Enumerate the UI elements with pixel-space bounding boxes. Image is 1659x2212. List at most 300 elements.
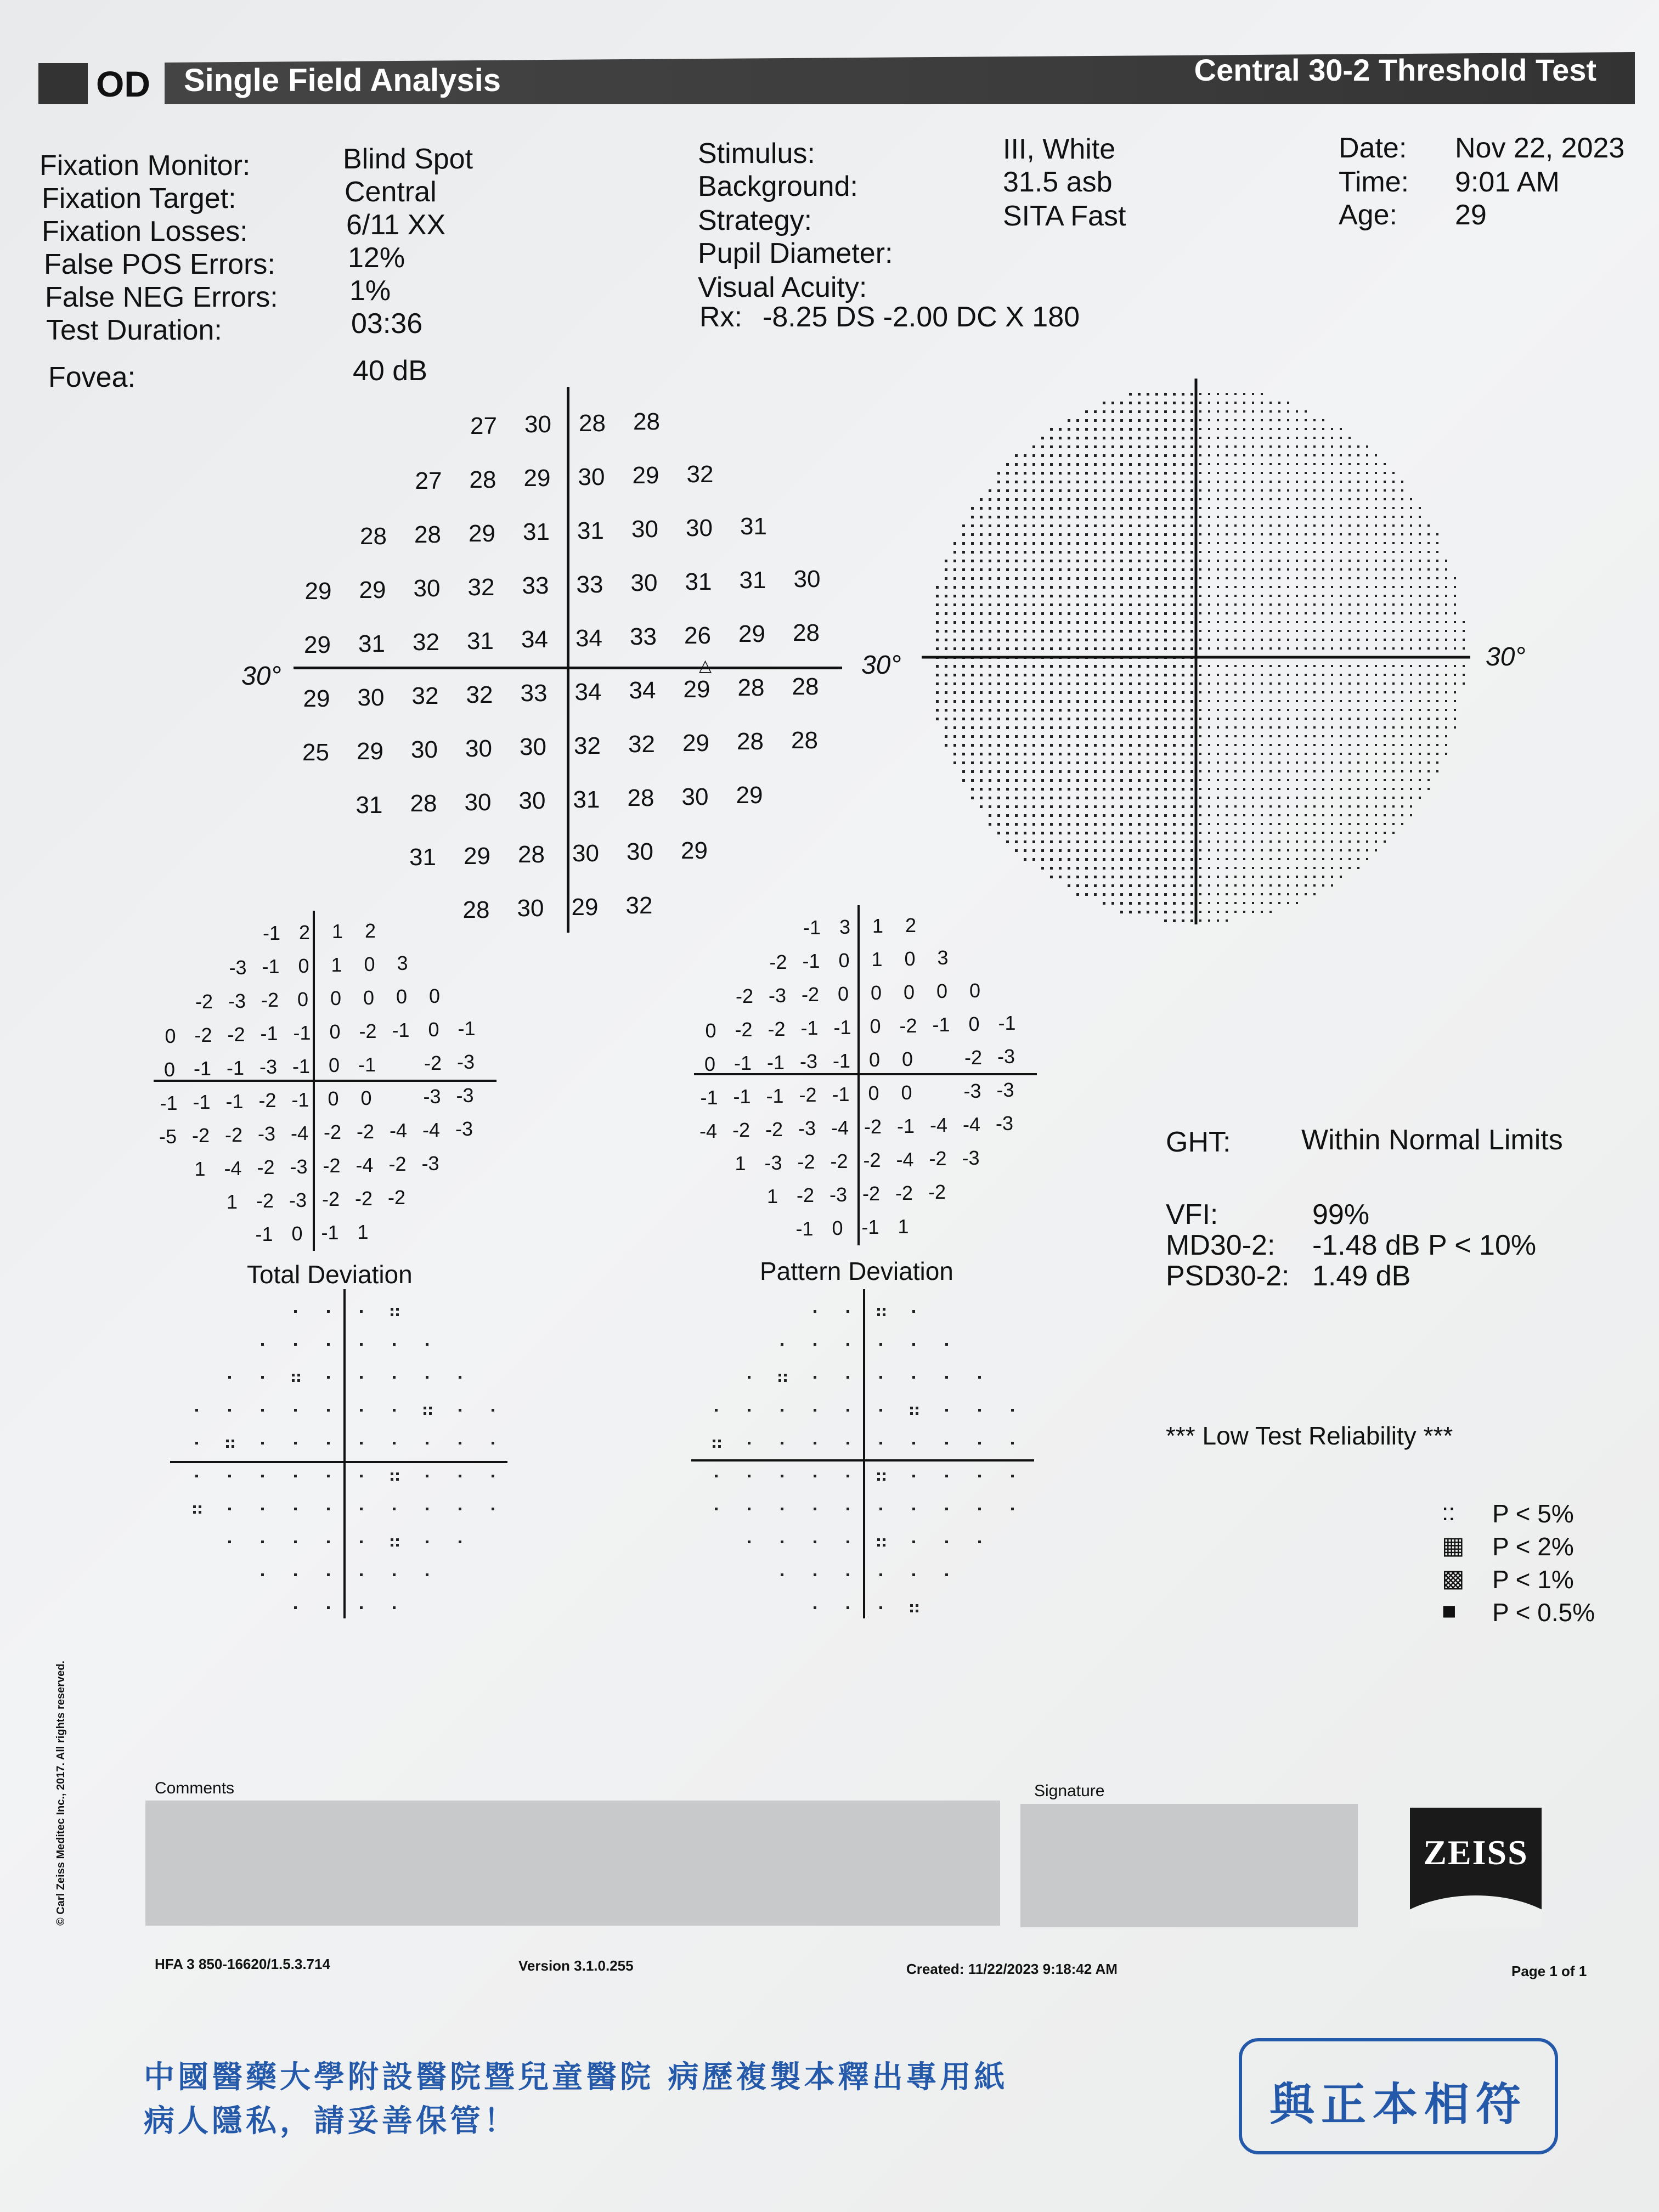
probability-dot: [459, 1475, 461, 1477]
grayscale-dot: [1313, 498, 1316, 500]
grayscale-dot: [1050, 489, 1053, 492]
grayscale-dot: [1287, 445, 1289, 448]
grayscale-dot: [1261, 761, 1263, 764]
grayscale-dot: [945, 630, 947, 633]
grayscale-dot: [1375, 709, 1377, 711]
td-value: -1: [458, 1017, 476, 1040]
grayscale-dot: [1252, 481, 1254, 483]
grayscale-dot: [1322, 823, 1324, 825]
grayscale-dot: [980, 630, 983, 633]
grayscale-dot: [1348, 709, 1351, 711]
grayscale-dot: [1243, 876, 1245, 878]
td-value: -4: [356, 1153, 374, 1176]
grayscale-dot: [1015, 498, 1018, 501]
grayscale-dot: [1050, 639, 1053, 641]
grayscale-dot: [1182, 595, 1184, 597]
grayscale-dot: [1375, 797, 1377, 799]
grayscale-dot: [1375, 849, 1377, 851]
grayscale-dot: [1032, 832, 1035, 834]
grayscale-dot: [1103, 630, 1105, 633]
grayscale-dot: [1305, 647, 1307, 650]
grayscale-dot: [1182, 919, 1184, 922]
grayscale-dot: [1340, 630, 1342, 632]
grayscale-dot: [1340, 577, 1342, 579]
grayscale-dot: [1331, 524, 1333, 527]
grayscale-dot: [1384, 586, 1386, 588]
grayscale-dot: [989, 568, 991, 571]
grayscale-dot: [1217, 744, 1219, 746]
grayscale-dot: [1269, 753, 1272, 755]
grayscale-dot: [1234, 586, 1237, 588]
grayscale-dot: [1243, 630, 1245, 632]
grayscale-dot: [1419, 612, 1421, 614]
td-value: -3: [259, 1056, 278, 1079]
grayscale-dot: [1234, 858, 1237, 860]
grayscale-dot: [1392, 700, 1395, 702]
grayscale-dot: [1269, 533, 1272, 535]
grayscale-dot: [1243, 507, 1245, 509]
grayscale-dot: [1032, 542, 1035, 545]
grayscale-dot: [1208, 551, 1210, 553]
grayscale-dot: [1111, 805, 1114, 808]
grayscale-dot: [1226, 876, 1228, 878]
grayscale-dot: [962, 691, 965, 694]
grayscale-dot: [1199, 428, 1201, 430]
grayscale-dot: [1331, 507, 1333, 509]
grayscale-dot: [1199, 691, 1201, 693]
grayscale-dot: [1120, 560, 1123, 562]
grayscale-dot: [1173, 709, 1176, 712]
grayscale-dot: [1199, 814, 1201, 816]
grayscale-dot: [1305, 603, 1307, 606]
grayscale-dot: [1445, 639, 1447, 641]
grayscale-dot: [1269, 797, 1272, 799]
grayscale-dot: [1226, 735, 1228, 737]
grayscale-dot: [1199, 472, 1201, 474]
grayscale-dot: [1173, 568, 1176, 571]
grayscale-dot: [1313, 884, 1316, 887]
grayscale-dot: [1024, 472, 1026, 475]
grayscale-dot: [1313, 560, 1316, 562]
grayscale-dot: [1305, 445, 1307, 448]
probability-dot: [195, 1442, 198, 1444]
pd-value: -3: [997, 1045, 1015, 1068]
grayscale-dot: [1111, 621, 1114, 624]
grayscale-dot: [1111, 726, 1114, 729]
grayscale-dot: [1322, 454, 1324, 456]
grayscale-dot: [1006, 481, 1009, 483]
threshold-value: 29: [464, 842, 490, 870]
grayscale-dot: [1041, 586, 1044, 589]
probability-dot: [912, 1541, 915, 1543]
grayscale-dot: [1261, 647, 1263, 650]
grayscale-dot: [1103, 595, 1105, 597]
grayscale-dot: [1006, 533, 1009, 536]
grayscale-dot: [1278, 489, 1280, 492]
grayscale-dot: [1234, 621, 1237, 623]
grayscale-dot: [1410, 577, 1412, 579]
grayscale-dot: [1068, 770, 1070, 773]
grayscale-dot: [1120, 551, 1123, 554]
grayscale-dot: [1208, 823, 1210, 825]
grayscale-dot: [1331, 560, 1333, 562]
grayscale-dot: [936, 603, 939, 606]
grayscale-dot: [1357, 481, 1359, 483]
grayscale-dot: [1050, 744, 1053, 747]
grayscale-dot: [1252, 463, 1254, 465]
grayscale-dot: [1024, 840, 1026, 843]
grayscale-dot: [1182, 674, 1184, 676]
pd-value: -2: [797, 1150, 815, 1173]
grayscale-dot: [1006, 507, 1009, 510]
grayscale-dot: [1226, 753, 1228, 755]
grayscale-dot: [1059, 437, 1062, 439]
grayscale-dot: [1182, 867, 1184, 870]
grayscale-dot: [1348, 551, 1351, 553]
grayscale-dot: [1015, 577, 1018, 580]
threshold-value: 31: [356, 791, 383, 819]
grayscale-dot: [1199, 542, 1201, 544]
pd-value: -2: [864, 1115, 882, 1138]
td-value: -2: [258, 1089, 276, 1112]
grayscale-dot: [1261, 726, 1263, 729]
grayscale-dot: [1287, 498, 1289, 500]
info-label: False POS Errors:: [44, 249, 275, 280]
grayscale-dot: [1120, 884, 1123, 887]
grayscale-dot: [1243, 779, 1245, 781]
grayscale-dot: [1138, 630, 1141, 633]
grayscale-dot: [1419, 682, 1421, 685]
grayscale-dot: [936, 700, 939, 703]
grayscale-dot: [1190, 911, 1193, 913]
grayscale-dot: [1419, 665, 1421, 667]
grayscale-dot: [953, 647, 956, 650]
grayscale-dot: [1217, 472, 1219, 474]
grayscale-dot: [1032, 603, 1035, 606]
grayscale-dot: [953, 595, 956, 597]
grayscale-dot: [1164, 700, 1167, 703]
pd-value: -2: [929, 1147, 947, 1170]
grayscale-dot: [1032, 472, 1035, 475]
pd-value: 0: [705, 1019, 716, 1042]
grayscale-dot: [1340, 779, 1342, 781]
grayscale-dot: [1234, 911, 1237, 913]
grayscale-dot: [1085, 832, 1088, 834]
grayscale-dot: [1331, 498, 1333, 500]
probability-dot: [847, 1573, 849, 1576]
grayscale-dot: [989, 524, 991, 527]
grayscale-dot: [1340, 761, 1342, 764]
grayscale-dot: [1357, 700, 1359, 702]
grayscale-dot: [1059, 858, 1062, 861]
grayscale-dot: [1340, 788, 1342, 790]
grayscale-dot: [1384, 463, 1386, 465]
td-value: -1: [226, 1056, 245, 1079]
grayscale-dot: [1331, 428, 1333, 430]
probability-dot: [912, 1343, 915, 1346]
grayscale-dot: [1401, 665, 1403, 667]
grayscale-dot: [1243, 761, 1245, 764]
grayscale-dot: [971, 551, 974, 554]
grayscale-dot: [1226, 814, 1228, 816]
grayscale-dot: [1261, 911, 1263, 913]
grayscale-dot: [989, 718, 991, 720]
grayscale-dot: [1068, 849, 1070, 852]
grayscale-dot: [953, 612, 956, 615]
grayscale-dot: [1059, 472, 1062, 475]
grayscale-dot: [1111, 691, 1114, 694]
grayscale-dot: [1032, 691, 1035, 694]
grayscale-dot: [1199, 533, 1201, 535]
grayscale-dot: [1243, 595, 1245, 597]
grayscale-dot: [1454, 726, 1456, 729]
probability-symbol: [193, 1511, 196, 1514]
grayscale-dot: [1261, 867, 1263, 869]
grayscale-dot: [1305, 814, 1307, 816]
grayscale-dot: [1305, 428, 1307, 430]
grayscale-dot: [1068, 630, 1070, 633]
grayscale-dot: [1068, 454, 1070, 457]
grayscale-dot: [1348, 867, 1351, 869]
grayscale-dot: [945, 647, 947, 650]
grayscale-dot: [1261, 893, 1263, 895]
grayscale-dot: [997, 524, 1000, 527]
grayscale-dot: [1366, 542, 1368, 544]
grayscale-dot: [1348, 454, 1351, 456]
grayscale-dot: [1366, 840, 1368, 843]
probability-symbol: [297, 1374, 300, 1376]
grayscale-dot: [1410, 691, 1412, 693]
grayscale-dot: [1419, 639, 1421, 641]
pd-value: 0: [901, 1047, 913, 1070]
grayscale-dot: [1384, 823, 1386, 825]
grayscale-dot: [1190, 463, 1193, 466]
grayscale-dot: [1085, 823, 1088, 826]
grayscale-dot: [1050, 718, 1053, 720]
grayscale-dot: [1173, 797, 1176, 799]
grayscale-dot: [1059, 700, 1062, 703]
grayscale-dot: [1111, 428, 1114, 431]
grayscale-dot: [971, 665, 974, 668]
grayscale-dot: [1269, 481, 1272, 483]
grayscale-dot: [1129, 682, 1132, 685]
grayscale-dot: [1357, 823, 1359, 825]
grayscale-dot: [1217, 805, 1219, 808]
grayscale-dot: [1032, 674, 1035, 676]
grayscale-dot: [1252, 402, 1254, 404]
grayscale-dot: [1208, 516, 1210, 518]
grayscale-dot: [1427, 568, 1430, 571]
grayscale-dot: [1147, 630, 1149, 633]
grayscale-dot: [1068, 428, 1070, 431]
threshold-value: 32: [628, 731, 655, 758]
grayscale-dot: [1024, 630, 1026, 633]
grayscale-dot: [1296, 516, 1298, 518]
grayscale-dot: [1226, 402, 1228, 404]
grayscale-dot: [1305, 595, 1307, 597]
probability-dot: [459, 1508, 461, 1510]
grayscale-dot: [1217, 445, 1219, 448]
grayscale-dot: [1357, 691, 1359, 693]
grayscale-dot: [1261, 437, 1263, 439]
grayscale-dot: [1436, 630, 1438, 632]
vfi-label: VFI:: [1166, 1199, 1218, 1231]
grayscale-dot: [945, 612, 947, 615]
pd-value: -4: [896, 1148, 914, 1171]
grayscale-dot: [997, 744, 1000, 747]
comments-box: [145, 1801, 1000, 1926]
grayscale-dot: [1278, 700, 1280, 702]
grayscale-dot: [1182, 445, 1184, 448]
grayscale-dot: [1427, 709, 1430, 711]
probability-symbol: [391, 1538, 393, 1541]
grayscale-dot: [1313, 744, 1316, 746]
grayscale-dot: [1410, 709, 1412, 711]
grayscale-dot: [1076, 595, 1079, 597]
threshold-value: 29: [632, 462, 659, 489]
grayscale-dot: [1313, 700, 1316, 702]
grayscale-dot: [1410, 682, 1412, 685]
grayscale-dot: [936, 595, 939, 597]
grayscale-dot: [989, 691, 991, 694]
grayscale-dot: [1094, 718, 1097, 720]
grayscale-dot: [936, 674, 939, 676]
grayscale-dot: [1384, 489, 1386, 492]
grayscale-dot: [1173, 902, 1176, 905]
probability-symbol: [391, 1478, 393, 1481]
grayscale-dot: [1190, 560, 1193, 562]
probability-symbol: [877, 1313, 880, 1316]
grayscale-dot: [1252, 744, 1254, 746]
grayscale-dot: [1366, 797, 1368, 799]
grayscale-dot: [1155, 410, 1158, 413]
grayscale-dot: [1287, 516, 1289, 518]
grayscale-dot: [1190, 402, 1193, 404]
grayscale-dot: [989, 665, 991, 668]
grayscale-dot: [1173, 884, 1176, 887]
grayscale-dot: [1305, 797, 1307, 799]
grayscale-dot: [1173, 849, 1176, 852]
grayscale-dot: [1147, 507, 1149, 510]
grayscale-dot: [1085, 726, 1088, 729]
grayscale-dot: [1199, 911, 1201, 913]
grayscale-dot: [1287, 718, 1289, 720]
grayscale-dot: [1006, 674, 1009, 676]
probability-symbol: [784, 1374, 787, 1376]
grayscale-dot: [1199, 788, 1201, 790]
probability-dot: [945, 1409, 948, 1412]
grayscale-dot: [1024, 489, 1026, 492]
grayscale-dot: [1006, 665, 1009, 668]
grayscale-dot: [1445, 665, 1447, 667]
hospital-line-1: 中國醫藥大學附設醫院暨兒童醫院 病歷複製本釋出專用紙: [144, 2059, 1008, 2095]
grayscale-dot: [1182, 876, 1184, 878]
td-value: -4: [290, 1121, 309, 1144]
probability-dot: [912, 1573, 915, 1576]
grayscale-dot: [1138, 410, 1141, 413]
grayscale-dot: [1401, 761, 1403, 764]
grayscale-dot: [1234, 639, 1237, 641]
grayscale-dot: [989, 770, 991, 773]
grayscale-dot: [1076, 560, 1079, 562]
grayscale-dot: [1024, 700, 1026, 703]
grayscale-dot: [1059, 577, 1062, 580]
grayscale-dot: [1138, 876, 1141, 878]
grayscale-dot: [1059, 560, 1062, 562]
grayscale-dot: [1436, 639, 1438, 641]
grayscale-dot: [1436, 542, 1438, 544]
grayscale-dot: [1261, 498, 1263, 500]
probability-dot: [781, 1508, 783, 1510]
pd-value: -1: [861, 1216, 879, 1239]
grayscale-dot: [1129, 884, 1132, 887]
grayscale-dot: [1085, 867, 1088, 870]
grayscale-dot: [971, 682, 974, 685]
grayscale-dot: [1085, 445, 1088, 448]
grayscale-dot: [1340, 428, 1342, 430]
grayscale-dot: [1226, 805, 1228, 808]
grayscale-dot: [989, 753, 991, 755]
grayscale-dot: [1199, 595, 1201, 597]
grayscale-dot: [1278, 533, 1280, 535]
grayscale-dot: [1261, 884, 1263, 887]
grayscale-dot: [1287, 700, 1289, 702]
grayscale-dot: [1217, 884, 1219, 887]
grayscale-dot: [1173, 454, 1176, 457]
grayscale-dot: [1155, 393, 1158, 396]
grayscale-dot: [1059, 498, 1062, 501]
probability-dot: [978, 1376, 981, 1379]
grayscale-dot: [1217, 428, 1219, 430]
grayscale-dot: [1129, 560, 1132, 562]
grayscale-dot: [1190, 805, 1193, 808]
grayscale-dot: [997, 595, 1000, 597]
probability-dot: [228, 1376, 231, 1379]
probability-dot: [814, 1409, 816, 1412]
pd-value: -2: [964, 1046, 983, 1069]
grayscale-dot: [1120, 832, 1123, 834]
grayscale-dot: [1217, 560, 1219, 562]
grayscale-dot: [1243, 489, 1245, 492]
grayscale-dot: [1278, 445, 1280, 448]
grayscale-dot: [989, 577, 991, 580]
grayscale-dot: [1120, 761, 1123, 764]
grayscale-dot: [1041, 849, 1044, 852]
grayscale-dot: [1076, 665, 1079, 668]
grayscale-dot: [1024, 647, 1026, 650]
grayscale-dot: [1419, 779, 1421, 781]
grayscale-dot: [1375, 551, 1377, 553]
grayscale-dot: [1436, 621, 1438, 623]
grayscale-dot: [1050, 463, 1053, 466]
grayscale-dot: [1401, 779, 1403, 781]
grayscale-dot: [1313, 481, 1316, 483]
grayscale-dot: [1436, 568, 1438, 571]
grayscale-dot: [1199, 902, 1201, 904]
grayscale-dot: [1164, 718, 1167, 720]
threshold-value: 29: [682, 729, 709, 757]
grayscale-dot: [1392, 560, 1395, 562]
grayscale-dot: [1164, 507, 1167, 510]
grayscale-dot: [1217, 621, 1219, 623]
grayscale-dot: [1155, 639, 1158, 641]
probability-dot: [879, 1409, 882, 1412]
grayscale-dot: [945, 700, 947, 703]
grayscale-dot: [1111, 674, 1114, 676]
grayscale-dot: [980, 560, 983, 562]
grayscale-dot: [1348, 498, 1351, 500]
grayscale-dot: [1278, 840, 1280, 843]
